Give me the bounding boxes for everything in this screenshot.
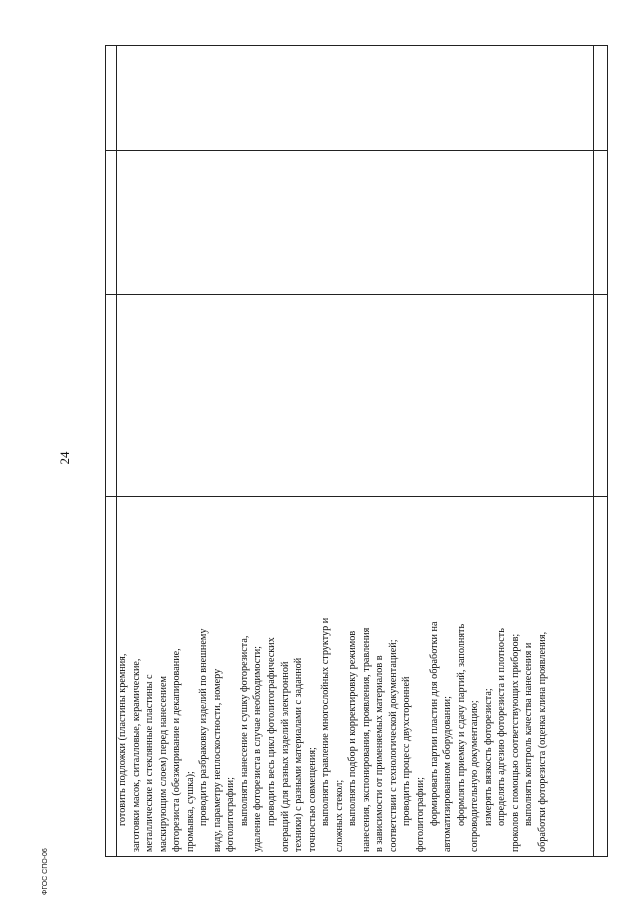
row-divider [106, 294, 608, 295]
text-line: определять адгезию фоторезиста и плотность [496, 628, 508, 826]
text-line: виду, параметру неплоскостности, номеру [211, 668, 223, 852]
text-line: операций (для разных изделий электронной [279, 661, 291, 852]
text-line: формировать партии пластин для обработки на [428, 621, 440, 826]
text-line: автоматизированном оборудовании; [442, 696, 454, 852]
text-line: техники) с разными материалами с заданной [293, 657, 305, 852]
text-line: проколов с помощью соответствующих приборов; [509, 633, 521, 852]
page-number: 24 [57, 451, 72, 465]
row-divider [106, 150, 608, 151]
text-line: маскирующим слоем) перед нанесением [157, 676, 169, 852]
text-line: выполнять контроль качества нанесения и [523, 642, 535, 826]
text-line: сложных стекол; [333, 779, 345, 852]
text-line: фотолитографии; [415, 777, 427, 852]
text-line: соответствии с технологической документацией; [387, 639, 399, 852]
text-line: готовить подложки (пластины кремния, [117, 653, 128, 826]
text-line: измерять вязкость фоторезиста; [482, 688, 494, 826]
text-line: проводить разбраковку изделий по внешнему [198, 628, 210, 826]
text-line: нанесения, экспонирования, проявления, травления [360, 627, 372, 852]
text-line: точностью совмещения; [306, 747, 318, 852]
footer-code: ФГОС СПО-06 [42, 848, 49, 895]
text-line: металлические и стеклянные пластины с [144, 674, 156, 852]
text-line: выполнять нанесение и сушку фоторезиста, [238, 635, 250, 826]
text-line: проводить процесс двухсторонней [401, 676, 413, 826]
text-line: фоторезиста (обезжиривание и декапирование, [171, 648, 183, 852]
text-line: выполнять подбор и корректировку режимов [347, 630, 359, 826]
text-line: промывка, сушка); [184, 771, 196, 852]
text-line: проводить весь цикл фотолитографических [266, 637, 278, 826]
text-line: в зависимости от применяемых материалов в [374, 655, 386, 852]
text-line: заготовки масок, ситалловые, керамические, [130, 658, 142, 852]
text-line: фотолитографии; [225, 777, 237, 852]
text-line: выполнять травление многослойных структур и [320, 617, 332, 826]
text-line: сопроводительную документацию; [469, 700, 481, 852]
skills-text-cell [116, 497, 596, 852]
text-line: обработки фоторезиста (оценка клина проявления, [536, 631, 548, 852]
text-line: удаление фоторезиста в случае необходимости; [252, 645, 264, 852]
text-line: оформлять приемку и сдачу партий, заполнять [455, 623, 467, 826]
